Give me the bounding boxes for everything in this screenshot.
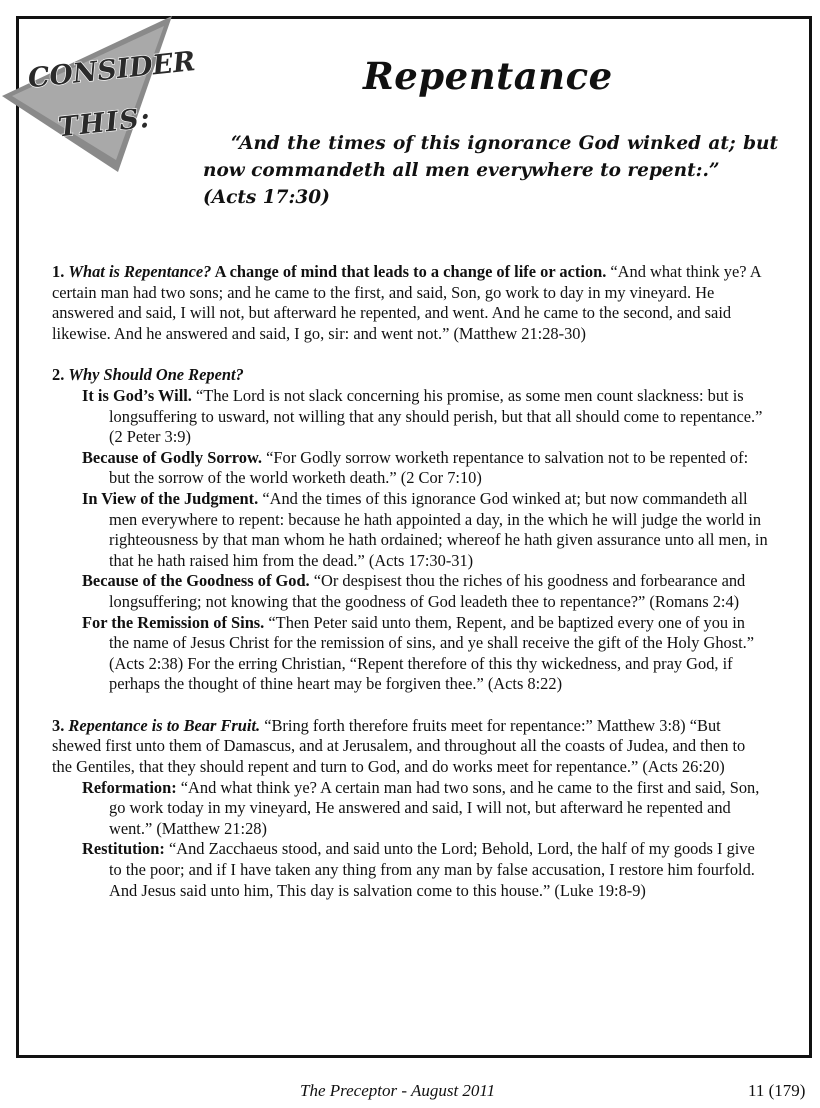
list-item	[82, 613, 768, 695]
list-item	[82, 448, 768, 489]
item-text: “Then Peter said unto them, Repent, and be baptized every one of you in the name of Jesus Christ for the remission of sins, and ye shall receive the gift of the Holy Ghost.” (Acts 2:38) For the erring Christian, “Repent therefore of this thy wickedness, and pray God, if perhaps the thought of thine heart may be forgiven thee.” (Acts 8:22)	[109, 612, 755, 694]
item-text: “For Godly sorrow worketh repentance to salvation not to be repented of: but the sorrow of the world worketh death.” (2 Cor 7:10)	[109, 447, 749, 488]
item-text: “And the times of this ignorance God winked at; but now commandeth all men everywhere to repent: because he hath appointed a day, in the which he will judge the world in righteousness by that man whom he hath ordained; whereof he hath given assurance unto all men, in that he hath raised him from the dead.” (Acts 17:30-31)	[109, 488, 768, 570]
item-label: Reformation:	[82, 777, 177, 797]
page-title: Repentance	[363, 54, 613, 98]
section-title: Repentance is to Bear Fruit.	[68, 715, 261, 735]
section-text: “And what think ye? A certain man had two sons; and he came to the first, and said, Son, go work to day in my vineyard. He answered and said, I will not, but afterward he repented, and went. And he came to the second, and said likewise. And he answered and said, I go, sir: and went not.” (Matthew 21:28-30)	[52, 262, 761, 343]
epigraph	[203, 130, 778, 211]
section-number: 3.	[52, 715, 65, 735]
item-text: “And what think ye? A certain man had two sons, and he came to the first and said, Son, go work today in my vineyard, He answered and said, I will not, but afterward he repented and went.” (Matthew 21:28)	[109, 777, 760, 838]
article-body	[52, 262, 768, 901]
item-text: “And Zacchaeus stood, and said unto the Lord; Behold, Lord, the half of my goods I give to the poor; and if I have taken any thing from any man by false accusation, I restore him fourfold. And Jesus said unto him, This day is salvation come to this house.” (Luke 19:8-9)	[109, 839, 755, 900]
footer-page-number: 11 (179)	[748, 1081, 806, 1100]
section-title: Why Should One Repent?	[68, 365, 244, 385]
section-lead: A change of mind that leads to a change of life or action.	[214, 262, 607, 281]
list-item	[82, 489, 768, 571]
item-label: It is God’s Will.	[82, 385, 192, 405]
item-text: “The Lord is not slack concerning his promise, as some men count slackness: but is longsuffering to usward, not willing that any should perish, but that all should come to repentance.” (2 Peter 3:9)	[109, 385, 763, 447]
section-1	[52, 262, 768, 344]
section-number: 2.	[52, 365, 65, 385]
footer-publication: The Preceptor - August 2011	[300, 1081, 496, 1100]
list-item	[82, 778, 768, 840]
list-item	[82, 571, 768, 612]
epigraph-quote: “And the times of this ignorance God winked at; but now commandeth all men everywhere to repent:.”	[203, 133, 778, 181]
section-text: “Bring forth therefore fruits meet for repentance:” Matthew 3:8) “But shewed first unto them of Damascus, and at Jerusalem, and throughout all the coasts of Judea, and then to the Gentiles, that they should repent and turn to God, and do works meet for repentance.” (Acts 26:20)	[52, 715, 746, 777]
badge-line1: CONSIDER	[26, 46, 197, 95]
list-item	[82, 386, 768, 448]
section-number: 1.	[52, 262, 65, 281]
item-label: Restitution:	[82, 839, 165, 859]
item-label: Because of the Goodness of God.	[82, 571, 310, 591]
item-label: For the Remission of Sins.	[82, 612, 265, 632]
section-3	[52, 716, 768, 901]
badge-line2: THIS:	[56, 102, 152, 144]
item-label: In View of the Judgment.	[82, 488, 259, 508]
item-text: “Or despisest thou the riches of his goodness and forbearance and longsuffering; not knowing that the goodness of God leadeth thee to repentance?” (Romans 2:4)	[109, 571, 746, 611]
epigraph-ref: (Acts 17:30)	[203, 187, 330, 208]
item-label: Because of Godly Sorrow.	[82, 447, 262, 467]
section-title: What is Repentance?	[68, 262, 212, 281]
consider-this-badge	[0, 14, 210, 174]
list-item	[82, 839, 768, 901]
section-2	[52, 365, 768, 695]
